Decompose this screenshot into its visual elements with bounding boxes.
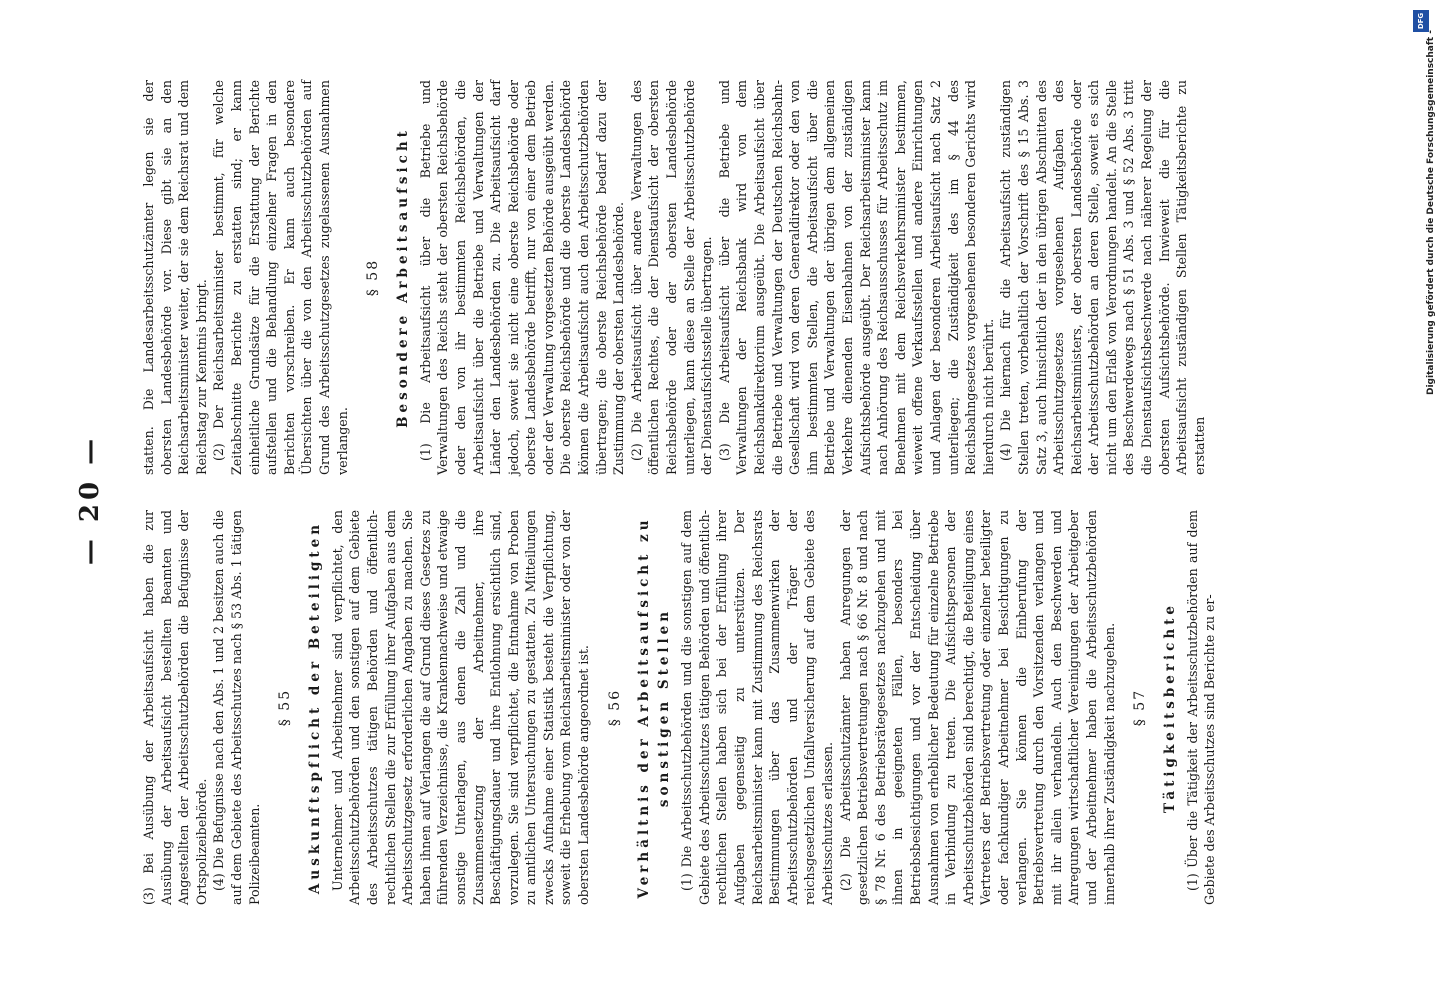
dfg-logo-text: DFG xyxy=(1417,12,1425,30)
section-number: § 58 xyxy=(365,258,382,297)
paragraph: (1) Die Arbeitsschutzbehörden und die sonstigen auf dem Gebiete des Arbeitsschutzes tätigen Behörden und öffentlich-rechtlichen Stellen haben sich bei der Erfüllung ihrer Aufgaben gegenseitig zu unterstützen. Der Reichsarbeitsminister kann mit Zustimmung des Reichsrats Bestimmungen über das Zusammenwirken der Arbeitsschutzbehörden und der Träger der reichsgesetzlichen Unfallversicherung auf dem Gebiete des Arbeitsschutzes erlassen. xyxy=(679,510,835,905)
paragraph: (4) Die Befugnisse nach den Abs. 1 und 2 besitzen auch die auf dem Gebiete des Arbeitsschutzes nach § 53 Abs. 1 tätigen Polizeibeamten. xyxy=(211,510,262,905)
paragraph: (3) Die Arbeitsaufsicht über die Betriebe und Verwaltungen der Reichsbank wird von dem Reichsbankdirektorium ausgeübt. Die Arbeitsaufsicht über die Betriebe und Verwaltungen der Deutschen Reichsbahn-Gesellschaft wird von deren Generaldirektor oder den von ihm bestimmten Stellen, die Arbeitsaufsicht über die Betriebe und Verwaltungen der übrigen dem allgemeinen Verkehre dienenden Eisenbahnen von der zuständigen Aufsichtsbehörde ausgeübt. Der Reichsarbeitsminister kann nach Anhörung des Reichsausschusses für Arbeitsschutz im Benehmen mit dem Reichsverkehrsminister bestimmen, wieweit offene Verkaufsstellen und andere Einrichtungen und Anlagen der besonderen Arbeitsaufsicht nach Satz 2 unterliegen; die Zuständigkeit des im § 44 des Reichsbahngesetzes vorgesehenen besonderen Gerichts wird hierdurch nicht berührt. xyxy=(716,80,996,475)
paragraph: (1) Die Arbeitsaufsicht über die Betriebe und Verwaltungen des Reichs steht der obersten Reichsbehörde oder den von ihr bestimmten Reichsbehörden, die Arbeitsaufsicht über die Betriebe und Verwaltungen der Länder den Landesbehörden zu. Die Arbeitsaufsicht darf jedoch, soweit sie nicht eine oberste Reichsbehörde oder oberste Landesbehörde betrifft, nur von einer dem Betrieb oder der Verwaltung vorgesetzten Behörde ausgeübt werden. Die oberste Reichsbehörde und die oberste Landesbehörde können die Arbeitsaufsicht auch den Arbeitsschutzbehörden übertragen; die oberste Reichsbehörde bedarf dazu der Zustimmung der obersten Landesbehörde. xyxy=(417,80,627,475)
paragraph: (2) Der Reichsarbeitsminister bestimmt, für welche Zeitabschnitte Berichte zu erstatten sind; er kann einheitliche Grundsätze für die Erstattung der Berichte aufstellen und die Behandlung einzelner Fragen in den Berichten vorschreiben. Er kann auch besondere Übersichten über die von den Arbeitsschutzbehörden auf Grund des Arbeitsschutzgesetzes zugelassenen Ausnahmen verlangen. xyxy=(211,80,350,475)
section-heading: Besondere Arbeitsaufsicht xyxy=(394,127,411,428)
section-heading: Auskunftspflicht der Beteiligten xyxy=(306,520,323,895)
dfg-watermark xyxy=(1412,10,1436,400)
section-number: § 55 xyxy=(277,688,294,727)
dfg-logo xyxy=(1413,10,1429,32)
section-heading: Verhältnis der Arbeitsaufsicht zu sonstigen Stellen xyxy=(636,516,673,899)
paragraph: (3) Bei Ausübung der Arbeitsaufsicht haben die zur Ausübung der Arbeitsaufsicht bestellten Beamten und Angestellten der Arbeitsschutzbehörden die Befugnisse der Ortspolizeibehörde. xyxy=(141,510,209,905)
page-number: — 20 — xyxy=(75,434,105,566)
paragraph: (2) Die Arbeitsaufsicht über andere Verwaltungen des öffentlichen Rechtes, die der Dienstaufsicht der obersten Reichsbehörde oder der obersten Landesbehörde unterliegen, kann diese an Stelle der Arbeitsschutzbehörde der Dienstaufsichtsstelle übertragen. xyxy=(628,80,715,475)
paragraph: Unternehmer und Arbeitnehmer sind verpflichtet, den Arbeitsschutzbehörden und den sonstigen auf dem Gebiete des Arbeitsschutzes tätigen Behörden und öffentlich-rechtlichen Stellen die zur Erfüllung ihrer Aufgaben aus dem Arbeitsschutzgesetz erforderlichen Angaben zu machen. Sie haben ihnen auf Verlangen die auf Grund dieses Gesetzes zu führenden Verzeichnisse, die Krankennachweise und etwaige sonstige Unterlagen, aus denen die Zahl und die Zusammensetzung der Arbeitnehmer, ihre Beschäftigungsdauer und ihre Entlohnung ersichtlich sind, vorzulegen. Sie sind verpflichtet, die Entnahme von Proben zu amtlichen Untersuchungen zu gestatten. Zu Mitteilungen zwecks Aufnahme einer Statistik besteht die Verpflichtung, soweit die Erhebung vom Reichsarbeitsminister oder von der obersten Landesbehörde angeordnet ist. xyxy=(329,510,592,905)
rotated-document-page xyxy=(20,70,1420,930)
paragraph: (1) Über die Tätigkeit der Arbeitsschutzbehörden auf dem Gebiete des Arbeitsschutzes sind Berichte zu er- xyxy=(1184,510,1218,905)
paragraph: (2) Die Arbeitsschutzämter haben Anregungen der gesetzlichen Betriebsvertretungen nach § 66 Nr. 8 und nach § 78 Nr. 6 des Betriebsrätegesetzes nachzugehen und mit ihnen in geeigneten Fällen, besonders bei Betriebsbesichtigungen und vor der Entscheidung über Ausnahmen von erheblicher Bedeutung für einzelne Betriebe in Verbindung zu treten. Die Aufsichtspersonen der Arbeitsschutzbehörden sind berechtigt, die Beteiligung eines Vertreters der Betriebsvertretung oder einzelner beteiligter oder fachkundiger Arbeitnehmer bei Besichtigungen zu verlangen. Sie können die Einberufung der Betriebsvertretung durch den Vorsitzenden verlangen und mit ihr allein verhandeln. Auch den Beschwerden und Anregungen wirtschaftlicher Vereinigungen der Arbeitgeber und der Arbeitnehmer haben die Arbeitsschutzbehörden innerhalb ihrer Zuständigkeit nachzugehen. xyxy=(837,510,1117,905)
left-column xyxy=(140,510,1219,905)
right-column xyxy=(140,80,1208,475)
paragraph: (4) Die hiernach für die Arbeitsaufsicht zuständigen Stellen treten, vorbehaltlich der Vorschrift des § 15 Abs. 3 Satz 3, auch hinsichtlich der in den übrigen Abschnitten des Arbeitsschutzgesetzes vorgesehenen Aufgaben des Reichsarbeitsministers, der obersten Landesbehörde oder der Arbeitsschutzbehörden an deren Stelle, soweit es sich nicht um den Erlaß von Verordnungen handelt. An die Stelle des Beschwerdewegs nach § 51 Abs. 3 und § 52 Abs. 3 tritt die Dienstaufsichtsbeschwerde nach näherer Regelung der obersten Aufsichtsbehörde. Inwieweit die für die Arbeitsaufsicht zuständigen Stellen Tätigkeitsberichte zu erstatten xyxy=(998,80,1207,475)
section-heading: Tätigkeitsberichte xyxy=(1161,602,1178,814)
paragraph: statten. Die Landesarbeitsschutzämter legen sie der obersten Landesbehörde vor. Diese gibt sie an den Reichsarbeitsminister weiter, der sie dem Reichsrat und dem Reichstag zur Kenntnis bringt. xyxy=(141,80,209,475)
section-number: § 56 xyxy=(606,688,623,727)
dfg-watermark-text: Digitalisierung gefördert durch die Deutsche Forschungsgemeinschaft - xyxy=(1426,30,1436,395)
section-number: § 57 xyxy=(1132,688,1149,727)
